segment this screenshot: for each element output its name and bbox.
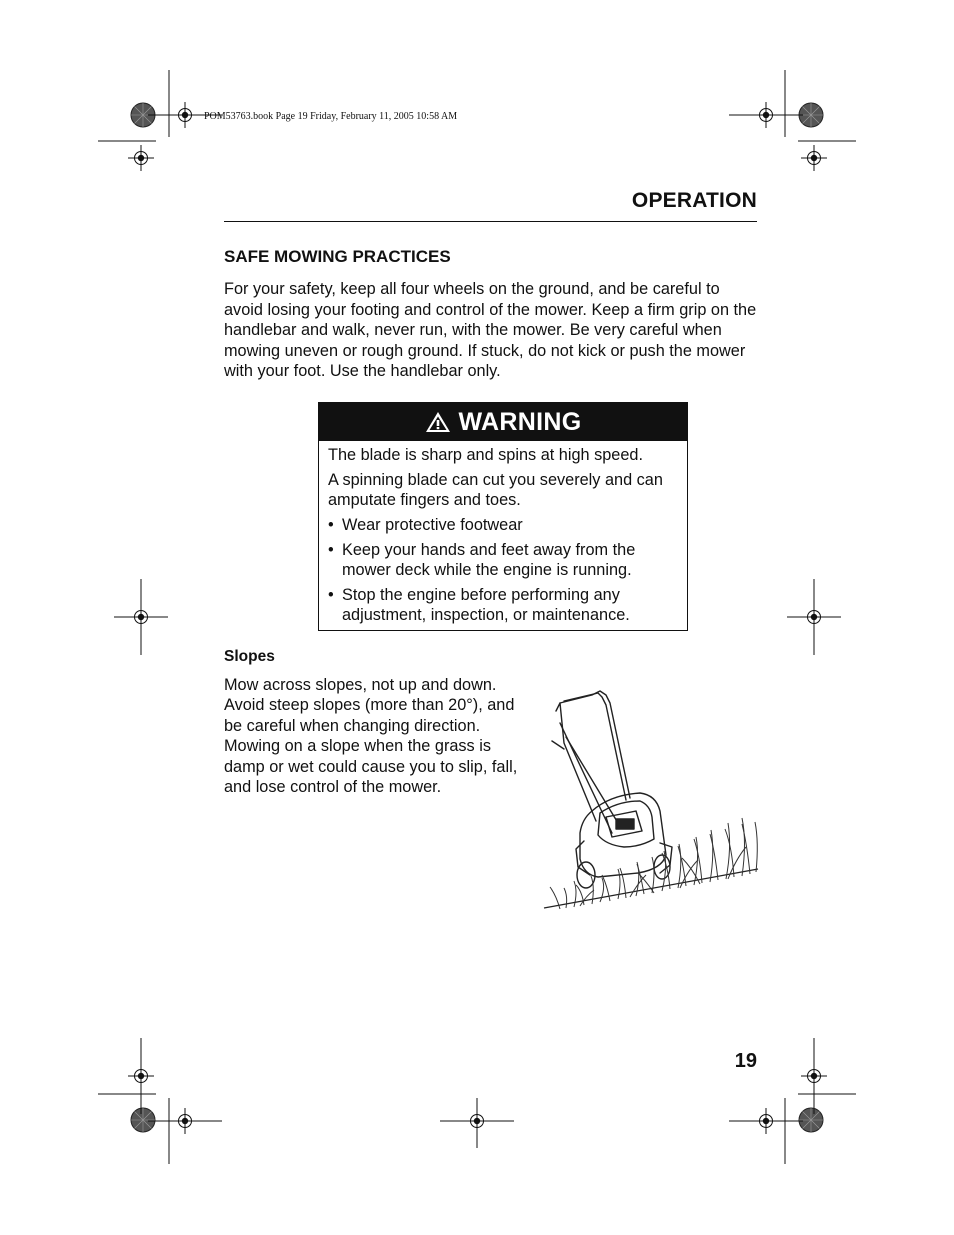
bullet: • (328, 586, 334, 604)
list-item (328, 515, 679, 535)
print-header: POM53763.book Page 19 Friday, February 11, 2005 10:58 AM (204, 111, 458, 122)
slopes-paragraph: Mow across slopes, not up and down. Avoid steep slopes (more than 20°), and be careful when changing direction. Mowing on a slope when the grass is damp or wet could cause you to slip, fall, and lose control of the mower. (224, 676, 518, 797)
slopes-heading: Slopes (224, 648, 275, 665)
mower-on-slope-illustration (540, 683, 762, 913)
list-item (328, 585, 679, 625)
list-item-text: Keep your hands and feet away from the mower deck while the engine is running. (342, 541, 636, 579)
bullet: • (328, 516, 334, 534)
section-divider (224, 221, 757, 222)
warning-body (319, 441, 687, 625)
warning-box (318, 402, 688, 631)
bullet: • (328, 541, 334, 559)
warning-list (328, 515, 679, 625)
warning-triangle-icon (425, 411, 451, 433)
intro-paragraph: For your safety, keep all four wheels on the ground, and be careful to avoid losing your footing and control of the mower. Keep a firm grip on the handlebar and walk, never run, with the mower. Be very careful when mowing uneven or rough ground. If stuck, do not kick or push the mower with your foot. Use the handlebar only. (224, 280, 757, 380)
list-item-text: Stop the engine before performing any adjustment, inspection, or maintenance. (342, 586, 630, 624)
warning-hazard: The blade is sharp and spins at high speed. (328, 446, 643, 464)
page-number: 19 (734, 1050, 757, 1072)
section-title: OPERATION (631, 189, 757, 212)
warning-banner (319, 403, 687, 441)
page-heading: SAFE MOWING PRACTICES (224, 247, 451, 266)
list-item (328, 540, 679, 580)
warning-consequence: A spinning blade can cut you severely and can amputate fingers and toes. (328, 471, 663, 509)
list-item-text: Wear protective footwear (342, 516, 523, 534)
warning-title: WARNING (458, 407, 582, 436)
